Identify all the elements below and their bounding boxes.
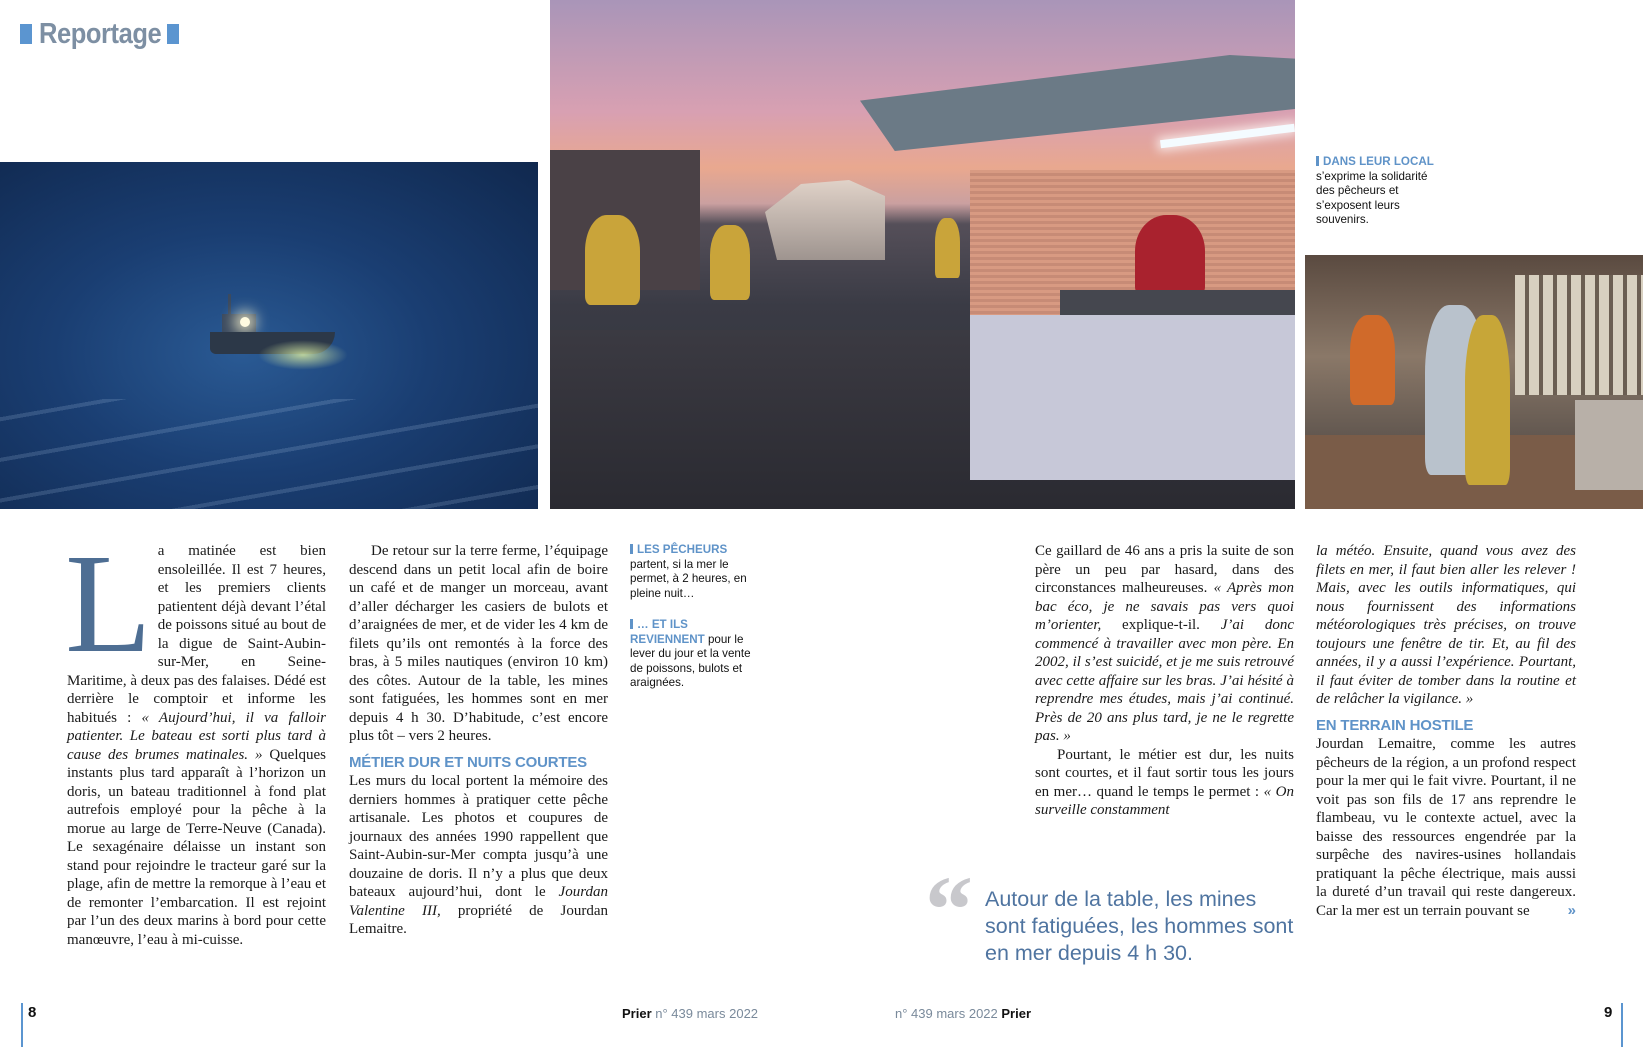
col1-paragraph: a matinée est bien ensoleillée. Il est 7 heures, et les premiers clients patientent déjà devant l’étal de poissons situé au bout de la digue de Saint-Aubin-sur-Mer, en Seine-Maritime, à deux pas des falaises. Dédé est derrière le comptoir et informe les habitués : (67, 543, 326, 726)
footer-right (895, 1006, 1031, 1021)
article-column-3 (1035, 542, 1294, 820)
article-column-2 (349, 542, 608, 939)
footer-left-issue: n° 439 mars 2022 (655, 1006, 759, 1021)
col4-quote: la météo. Ensuite, quand vous avez des filets en mer, il faut bien aller les relever ! Mais, avec les outils informatiques, qui nous fournissent des informations météorologiques très précises, on trouve toujours une fenêtre de tir. Et, au fil des années, il y a aussi l’expérience. Pourtant, il faut éviter de tomber dans la routine et de relâcher la vigilance. » (1316, 543, 1576, 707)
photo-fishermen-local (1305, 255, 1643, 509)
pull-quote (925, 856, 1295, 967)
col3-quote-3: « On surveille constamment (1035, 783, 1294, 818)
article-column-4 (1316, 542, 1576, 920)
section-tag (20, 17, 179, 51)
footer-left-magazine: Prier (622, 1006, 652, 1021)
subhead-terrain: EN TERRAIN HOSTILE (1316, 716, 1474, 734)
page-left-rule (21, 1003, 23, 1047)
col2-paragraph-2: Les murs du local portent la mémoire des derniers hommes à pratiquer cette pêche artisanale. Les photos et coupures de journaux des années 1990 rappellent que Saint-Aubin-sur-Mer compta jusqu’à une douzaine de doris. Il n’y a plus que deux bateaux aujourd’hui, dont le (349, 773, 608, 900)
section-tag-square-left (20, 24, 32, 44)
col3-paragraph-1-mid: explique-t-il. (1101, 617, 1221, 633)
col3-quote-1: « Après mon bac éco, je ne savais pas vers quoi m’orienter, (1035, 580, 1294, 633)
col4-paragraph-2: Jourdan Lemaitre, comme les autres pêcheurs de la région, a un profond respect pour la mer qui le fait vivre. Pourtant, il ne voit pas son fils de 17 ans reprendre le flambeau, vu le contexte actuel, avec la baisse des ressources engendrée par la surpêche des navires-usines hollandais pratiquant la pêche électrique, mais aussi la dureté d’un travail qui reste dangereux. Car la mer est un terrain pouvant se (1316, 736, 1576, 919)
photo-boat-at-sea (0, 162, 538, 509)
col3-quote-2: J’ai donc commencé à travailler avec mon père. En 2002, il s’est suicidé, et je me suis retrouvé avec cette affaire sur les bras. J’ai hésité à reprendre mes études, mais j’ai continué. Près de 20 ans plus tard, je ne le regrette pas. » (1035, 617, 1294, 744)
col2-paragraph-2-end: propriété de Jourdan Lemaitre. (349, 902, 608, 937)
caption-fishermen-text: partent, si la mer le permet, à 2 heures, en pleine nuit… (630, 557, 747, 600)
footer-right-magazine: Prier (1001, 1006, 1032, 1021)
caption-fishermen (630, 543, 755, 601)
col1-paragraph-end: Quelques instants plus tard apparaît à l’horizon un doris, un bateau traditionnel à fond plat autrefois employé pour la pêche à la morue au large de Terre-Neuve (Canada). Le sexagénaire délaisse un instant son stand pour rejoindre le tracteur garé sur la plage, afin de mettre la remorque à l’eau et de remonter l’embarcation. Il est rejoint par l’un des deux marins à bord pour cette manœuvre, l’eau à mi-cuisse. (67, 746, 326, 948)
col1-quote: « Aujourd’hui, il va falloir patienter. Le bateau est sorti plus tard à cause des brumes matinales. » (67, 709, 326, 763)
photo-fish-stall-dawn (550, 0, 1295, 509)
col3-paragraph-1: Ce gaillard de 46 ans a pris la suite de son père un peu par hasard, dans des circonstances malheureuses. (1035, 543, 1294, 596)
page-number-left: 8 (28, 1004, 37, 1021)
footer-left (622, 1006, 758, 1021)
caption-local-text: s’exprime la solidarité des pêcheurs et s’exposent leurs souvenirs. (1316, 169, 1428, 226)
page-right-rule (1621, 1003, 1623, 1047)
section-title: Reportage (39, 17, 162, 50)
article-column-1 (65, 524, 326, 949)
pull-quote-mark: “ (925, 856, 973, 963)
section-tag-square-right (167, 24, 179, 44)
page-number-right: 9 (1604, 1004, 1613, 1021)
footer-right-issue: n° 439 mars 2022 (895, 1006, 998, 1021)
col3-paragraph-2: Pourtant, le métier est dur, les nuits sont courtes, et il faut sortir tous les jours en mer… quand le temps le permet : (1035, 746, 1294, 800)
continue-arrow-icon: » (1567, 901, 1576, 919)
boat-name: Jourdan Valentine III, (349, 884, 608, 919)
caption-return-lead: … ET ILS REVIENNENT (630, 618, 705, 646)
col2-paragraph-1: De retour sur la terre ferme, l’équipage descend dans un petit local afin de boire un café et de manger un morceau, avant d’aller décharger les casiers de bulots et d’araignées de mer, et de vider les 4 km de filets qu’ils ont remontés à la force des bras, à 5 miles nautiques (environ 10 km) des côtes. Autour de la table, les mines sont fatiguées, les hommes sont en mer depuis 4 h 30. D’habitude, c’est encore plus tôt – vers 2 heures. (349, 543, 608, 744)
caption-local (1316, 155, 1436, 228)
subhead-metier: MÉTIER DUR ET NUITS COURTES (349, 753, 587, 771)
drop-cap: L (65, 524, 152, 682)
caption-local-lead: DANS LEUR LOCAL (1323, 155, 1434, 168)
caption-fishermen-lead: LES PÊCHEURS (637, 543, 728, 556)
caption-return (630, 618, 755, 691)
caption-return-text: pour le lever du jour et la vente de poissons, bulots et araignées. (630, 632, 751, 689)
pull-quote-text: Autour de la table, les mines sont fatiguées, les hommes sont en mer depuis 4 h 30. (985, 887, 1294, 965)
